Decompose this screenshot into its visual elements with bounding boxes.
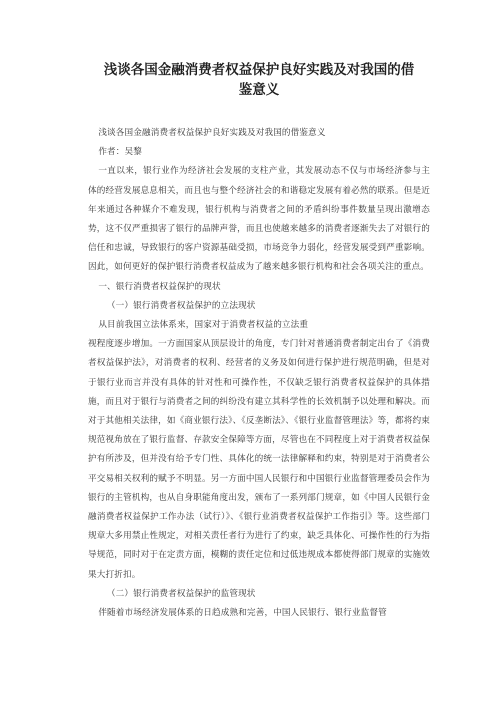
paragraph-supervision: 伴随着市场经济发展体系的日趋成熟和完善，中国人民银行、银行业监督管 — [98, 608, 387, 619]
title-line-2: 鉴意义 — [238, 82, 280, 98]
document-subtitle: 浅谈各国金融消费者权益保护良好实践及对我国的借鉴意义 — [98, 128, 326, 138]
section-heading-1: 一、银行消费者权益保护的现状 — [98, 281, 221, 292]
document-body — [88, 124, 430, 623]
document-title — [88, 0, 430, 100]
paragraph-legislation: 视程度逐步增加。一方面国家从顶层设计的角度，专门针对普通消费者制定出台了《消费者权益保护法》，对消费者的权利、经营者的义务及如何进行保护进行规范明确，但是对于银行业而言并没有具体的针对性和可操作性，不仅缺乏银行消费者权益保护的具体措施，而且对于银行与消费者之间的纠纷没有建立其科学性的长效机制予以处理和解决。而对于其他相关法律，如《商业银行法》、《反垄断法》、《银行业监督管理法》等，都将约束规范视角放在了银行监督、存款安全保障等方面，尽管也在不同程度上对于消费者权益保护有所涉及，但并没有给予专门性、具体化的统一法律解释和约束，特别是对于消费者公平交易相关权利的赋予不明显。另一方面中国人民银行和中国银行业监督管理委员会作为银行的主管机构，也从自身职能角度出发，颁布了一系列部门规章，如《中国人民银行金融消费者权益保护工作办法（试行）》、《银行业消费者权益保护工作指引》等。这些部门规章大多用禁止性规定，对相关责任者行为进行了约束，缺乏具体化、可操作性的行为指导规范，同时对于在定责方面，模糊的责任定位和过低违规成本都使得部门规章的实施效果大打折扣。 — [88, 339, 430, 580]
subsection-heading-2: （二）银行消费者权益保护的监管现状 — [106, 588, 256, 599]
subsection-heading-1: （一）银行消费者权益保护的立法现状 — [106, 300, 256, 311]
title-line-1: 浅谈各国金融消费者权益保护良好实践及对我国的借 — [103, 62, 415, 78]
paragraph-intro: 一直以来，银行业作为经济社会发展的支柱产业，其发展动态不仅与市场经济参与主体的经营发展息息相关，而且也与整个经济社会的和谐稳定发展有着必然的联系。但是近年来通过各种媒介不难发现，银行机构与消费者之间的矛盾纠纷事件数量呈现出激增态势，这不仅严重损害了银行的品牌声誉，而且也使越来越多的消费者逐渐失去了对银行的信任和忠诚，导致银行的客户资源基础受损，市场竞争力弱化，经营发展受到严重影响。因此，如何更好的保护银行消费者权益成为了越来越多银行机构和社会各项关注的重点。 — [88, 166, 430, 273]
paragraph-legislation-lead: 从目前我国立法体系来，国家对于消费者权益的立法重 — [98, 320, 309, 331]
document-author: 作者：吴黎 — [98, 147, 143, 158]
